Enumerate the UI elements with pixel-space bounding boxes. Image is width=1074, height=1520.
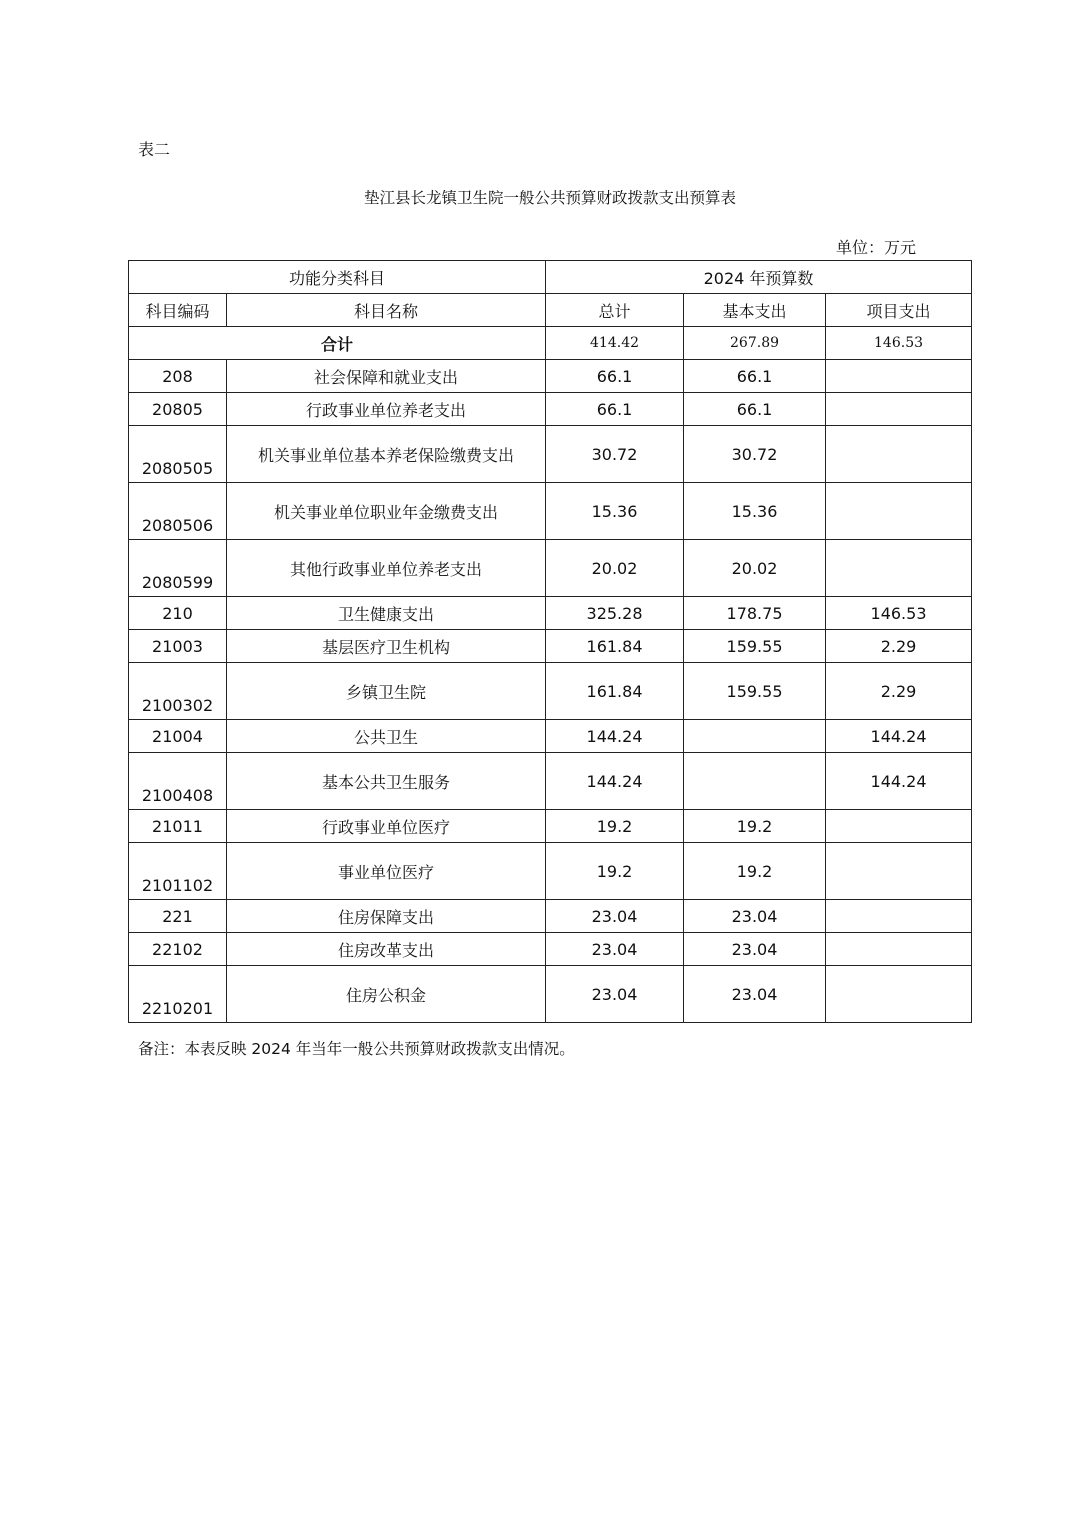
row-basic: 19.2 bbox=[684, 843, 826, 900]
table-row bbox=[129, 843, 972, 900]
header-project: 项目支出 bbox=[826, 294, 972, 327]
row-project: 2.29 bbox=[826, 630, 972, 663]
row-basic: 66.1 bbox=[684, 393, 826, 426]
table-row bbox=[129, 360, 972, 393]
row-total: 20.02 bbox=[546, 540, 684, 597]
row-project: 144.24 bbox=[826, 753, 972, 810]
row-project bbox=[826, 540, 972, 597]
row-name: 机关事业单位基本养老保险缴费支出 bbox=[227, 426, 546, 483]
table-row bbox=[129, 540, 972, 597]
row-total: 23.04 bbox=[546, 933, 684, 966]
table-row bbox=[129, 753, 972, 810]
row-code: 2210201 bbox=[129, 966, 227, 1023]
row-project: 2.29 bbox=[826, 663, 972, 720]
row-basic: 66.1 bbox=[684, 360, 826, 393]
row-total: 325.28 bbox=[546, 597, 684, 630]
row-name: 其他行政事业单位养老支出 bbox=[227, 540, 546, 597]
row-basic: 19.2 bbox=[684, 810, 826, 843]
row-name: 住房保障支出 bbox=[227, 900, 546, 933]
row-project bbox=[826, 843, 972, 900]
header-name: 科目名称 bbox=[227, 294, 546, 327]
row-basic: 159.55 bbox=[684, 663, 826, 720]
row-name: 基本公共卫生服务 bbox=[227, 753, 546, 810]
sum-label: 合计 bbox=[129, 327, 546, 360]
table-row bbox=[129, 810, 972, 843]
row-code: 210 bbox=[129, 597, 227, 630]
row-basic: 30.72 bbox=[684, 426, 826, 483]
table-row bbox=[129, 966, 972, 1023]
table-row bbox=[129, 426, 972, 483]
row-project: 144.24 bbox=[826, 720, 972, 753]
row-basic: 23.04 bbox=[684, 966, 826, 1023]
row-total: 66.1 bbox=[546, 360, 684, 393]
row-project: 146.53 bbox=[826, 597, 972, 630]
row-total: 144.24 bbox=[546, 753, 684, 810]
row-project bbox=[826, 393, 972, 426]
row-project bbox=[826, 900, 972, 933]
row-project bbox=[826, 966, 972, 1023]
table-row bbox=[129, 483, 972, 540]
table-row bbox=[129, 393, 972, 426]
sum-project: 146.53 bbox=[826, 327, 972, 360]
header-basic: 基本支出 bbox=[684, 294, 826, 327]
row-code: 208 bbox=[129, 360, 227, 393]
row-code: 221 bbox=[129, 900, 227, 933]
row-basic: 178.75 bbox=[684, 597, 826, 630]
row-total: 66.1 bbox=[546, 393, 684, 426]
row-basic: 15.36 bbox=[684, 483, 826, 540]
header-code: 科目编码 bbox=[129, 294, 227, 327]
row-basic: 159.55 bbox=[684, 630, 826, 663]
header-row-columns bbox=[129, 294, 972, 327]
row-code: 20805 bbox=[129, 393, 227, 426]
row-total: 15.36 bbox=[546, 483, 684, 540]
row-code: 21004 bbox=[129, 720, 227, 753]
row-name: 基层医疗卫生机构 bbox=[227, 630, 546, 663]
row-name: 机关事业单位职业年金缴费支出 bbox=[227, 483, 546, 540]
budget-table bbox=[128, 260, 972, 1023]
row-total: 161.84 bbox=[546, 663, 684, 720]
table-row bbox=[129, 630, 972, 663]
row-basic bbox=[684, 753, 826, 810]
sum-total: 414.42 bbox=[546, 327, 684, 360]
table-row bbox=[129, 663, 972, 720]
header-budget-year: 2024 年预算数 bbox=[546, 261, 972, 294]
row-code: 21003 bbox=[129, 630, 227, 663]
row-code: 2080505 bbox=[129, 426, 227, 483]
row-name: 事业单位医疗 bbox=[227, 843, 546, 900]
sum-basic: 267.89 bbox=[684, 327, 826, 360]
sum-row bbox=[129, 327, 972, 360]
row-code: 2100408 bbox=[129, 753, 227, 810]
row-code: 2100302 bbox=[129, 663, 227, 720]
row-name: 社会保障和就业支出 bbox=[227, 360, 546, 393]
row-name: 行政事业单位医疗 bbox=[227, 810, 546, 843]
row-total: 30.72 bbox=[546, 426, 684, 483]
table-row bbox=[129, 597, 972, 630]
row-basic bbox=[684, 720, 826, 753]
header-total: 总计 bbox=[546, 294, 684, 327]
row-code: 2101102 bbox=[129, 843, 227, 900]
unit-label: 单位：万元 bbox=[835, 238, 916, 257]
row-total: 23.04 bbox=[546, 900, 684, 933]
header-row-group bbox=[129, 261, 972, 294]
row-project bbox=[826, 483, 972, 540]
row-code: 2080599 bbox=[129, 540, 227, 597]
footnote: 备注：本表反映 2024 年当年一般公共预算财政拨款支出情况。 bbox=[138, 1040, 575, 1058]
table-row bbox=[129, 933, 972, 966]
row-basic: 23.04 bbox=[684, 933, 826, 966]
table-row bbox=[129, 900, 972, 933]
row-name: 卫生健康支出 bbox=[227, 597, 546, 630]
row-project bbox=[826, 810, 972, 843]
header-functional-category: 功能分类科目 bbox=[129, 261, 546, 294]
row-project bbox=[826, 426, 972, 483]
row-code: 2080506 bbox=[129, 483, 227, 540]
row-name: 住房改革支出 bbox=[227, 933, 546, 966]
row-code: 22102 bbox=[129, 933, 227, 966]
row-total: 19.2 bbox=[546, 810, 684, 843]
table-row bbox=[129, 720, 972, 753]
row-name: 公共卫生 bbox=[227, 720, 546, 753]
row-project bbox=[826, 360, 972, 393]
document-title: 垫江县长龙镇卫生院一般公共预算财政拨款支出预算表 bbox=[363, 189, 736, 207]
row-total: 161.84 bbox=[546, 630, 684, 663]
row-name: 住房公积金 bbox=[227, 966, 546, 1023]
row-basic: 20.02 bbox=[684, 540, 826, 597]
row-code: 21011 bbox=[129, 810, 227, 843]
row-name: 行政事业单位养老支出 bbox=[227, 393, 546, 426]
table-label: 表二 bbox=[138, 140, 171, 159]
row-total: 19.2 bbox=[546, 843, 684, 900]
row-project bbox=[826, 933, 972, 966]
row-total: 144.24 bbox=[546, 720, 684, 753]
row-total: 23.04 bbox=[546, 966, 684, 1023]
row-name: 乡镇卫生院 bbox=[227, 663, 546, 720]
row-basic: 23.04 bbox=[684, 900, 826, 933]
